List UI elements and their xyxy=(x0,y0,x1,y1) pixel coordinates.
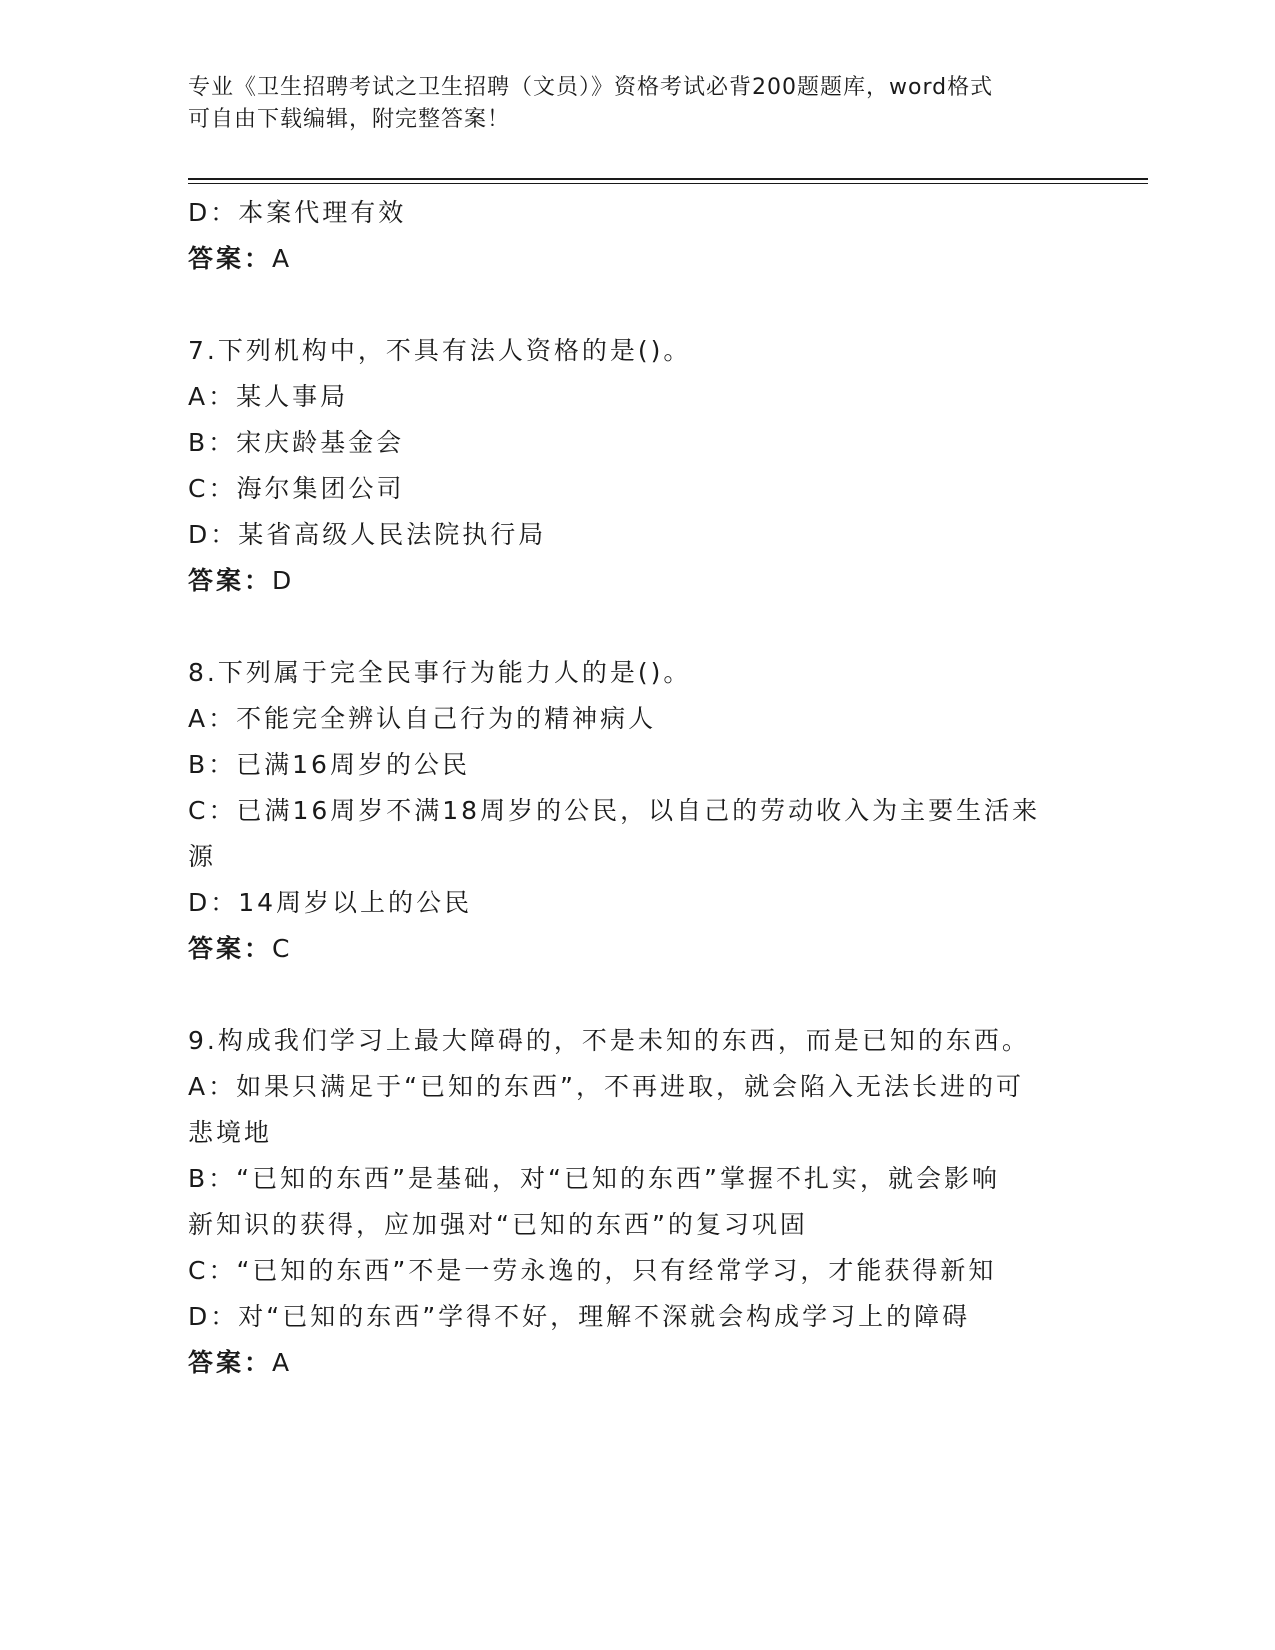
header-line-1: 专业《卫生招聘考试之卫生招聘（文员）》资格考试必背200题题库，word格式 xyxy=(188,75,994,100)
header-line-2: 可自由下载编辑，附完整答案！ xyxy=(188,107,511,132)
question-9-answer xyxy=(188,1340,1088,1386)
question-content xyxy=(188,190,1088,1386)
answer-value: D xyxy=(272,566,295,595)
question-9-option-d: D：对“已知的东西”学得不好，理解不深就会构成学习上的障碍 xyxy=(188,1302,971,1331)
answer-value: A xyxy=(272,244,293,273)
document-header xyxy=(188,72,1068,136)
question-9-option-b: B：“已知的东西”是基础，对“已知的东西”掌握不扎实，就会影响 xyxy=(188,1164,1000,1193)
question-9-option-c: C：“已知的东西”不是一劳永逸的，只有经常学习，才能获得新知 xyxy=(188,1256,997,1285)
header-rule-thick xyxy=(188,178,1148,180)
spacer xyxy=(188,282,1088,328)
answer-label: 答案： xyxy=(188,244,273,273)
question-7-option-d: D：某省高级人民法院执行局 xyxy=(188,520,547,549)
question-9-option-b-cont: 新知识的获得，应加强对“已知的东西”的复习巩固 xyxy=(188,1210,808,1239)
question-8-option-c-cont: 源 xyxy=(188,842,217,871)
answer-value: A xyxy=(272,1348,293,1377)
question-8-answer xyxy=(188,926,1088,972)
header-rule-thin xyxy=(188,183,1148,184)
question-7-option-c: C：海尔集团公司 xyxy=(188,474,405,503)
prev-answer xyxy=(188,236,1088,282)
answer-label: 答案： xyxy=(188,1348,273,1377)
spacer xyxy=(188,972,1088,1018)
question-8-option-a: A：不能完全辨认自己行为的精神病人 xyxy=(188,704,657,733)
answer-value: C xyxy=(272,934,293,963)
question-7-option-b: B：宋庆龄基金会 xyxy=(188,428,405,457)
question-8-stem: 8.下列属于完全民事行为能力人的是()。 xyxy=(188,658,692,687)
question-7-stem: 7.下列机构中，不具有法人资格的是()。 xyxy=(188,336,692,365)
question-9-stem: 9.构成我们学习上最大障碍的，不是未知的东西，而是已知的东西。 xyxy=(188,1026,1030,1055)
question-9-option-a: A：如果只满足于“已知的东西”，不再进取，就会陷入无法长进的可 xyxy=(188,1072,1025,1101)
question-8-option-b: B：已满16周岁的公民 xyxy=(188,750,470,779)
prev-option-d: D：本案代理有效 xyxy=(188,198,407,227)
question-9-option-a-cont: 悲境地 xyxy=(188,1118,273,1147)
answer-label: 答案： xyxy=(188,934,273,963)
question-7-option-a: A：某人事局 xyxy=(188,382,349,411)
answer-label: 答案： xyxy=(188,566,273,595)
question-7-answer xyxy=(188,558,1088,604)
question-8-option-c: C：已满16周岁不满18周岁的公民，以自己的劳动收入为主要生活来 xyxy=(188,796,1041,825)
spacer xyxy=(188,604,1088,650)
question-8-option-d: D：14周岁以上的公民 xyxy=(188,888,473,917)
